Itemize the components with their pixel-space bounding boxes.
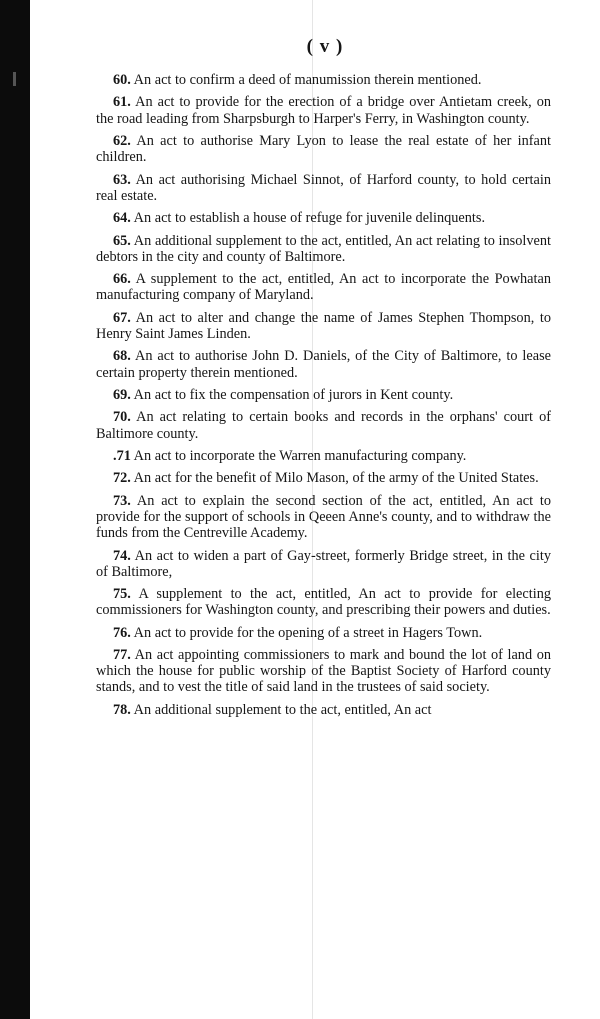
act-number: 73. bbox=[113, 492, 131, 509]
act-number: 77. bbox=[113, 647, 131, 664]
act-number: 78. bbox=[113, 701, 131, 718]
act-number: 66. bbox=[113, 271, 131, 288]
act-number: 72. bbox=[113, 470, 131, 487]
act-entry bbox=[96, 233, 551, 265]
act-title: An act relating to certain books and records in the orphans' court of Baltimore county. bbox=[96, 409, 551, 442]
act-entry bbox=[96, 647, 551, 696]
act-title: An additional supplement to the act, entitled, An act bbox=[133, 701, 432, 718]
act-number: 63. bbox=[113, 171, 131, 188]
act-entry bbox=[96, 493, 551, 542]
act-entry bbox=[96, 72, 551, 88]
act-number: 76. bbox=[113, 624, 131, 641]
act-number: .71 bbox=[113, 447, 131, 464]
act-number: 65. bbox=[113, 232, 131, 249]
act-title: An act appointing commissioners to mark and bound the lot of land on which the house for public worship of the Baptist Society of Harford county stands, and to vest the title of said land in the trustees of said society. bbox=[96, 647, 551, 696]
act-entry bbox=[96, 548, 551, 580]
book-spine bbox=[0, 0, 30, 1019]
act-title: An act to widen a part of Gay-street, formerly Bridge street, in the city of Baltimore, bbox=[96, 547, 551, 580]
act-title: An act to confirm a deed of manumission therein mentioned. bbox=[133, 72, 482, 88]
act-entry bbox=[96, 702, 551, 718]
act-title: An act to establish a house of refuge for juvenile delinquents. bbox=[133, 210, 486, 227]
act-title: An act to fix the compensation of jurors in Kent county. bbox=[133, 386, 454, 403]
act-number: 60. bbox=[113, 72, 131, 88]
acts-list bbox=[96, 72, 551, 724]
act-entry bbox=[96, 448, 551, 464]
act-number: 75. bbox=[113, 586, 131, 603]
act-number: 68. bbox=[113, 348, 131, 365]
act-entry bbox=[96, 271, 551, 303]
act-title: An act to incorporate the Warren manufacturing company. bbox=[133, 447, 467, 464]
act-title: An act to authorise Mary Lyon to lease the real estate of her infant children. bbox=[96, 132, 551, 166]
act-title: An act to explain the second section of the act, entitled, An act to provide for the support of schools in Qeeen Anne's county, and to withdraw the funds from the Centreville Academy. bbox=[96, 492, 551, 542]
act-entry bbox=[96, 310, 551, 342]
act-number: 74. bbox=[113, 547, 131, 564]
act-entry bbox=[96, 172, 551, 204]
act-entry bbox=[96, 348, 551, 380]
act-entry bbox=[96, 210, 551, 226]
act-entry bbox=[96, 387, 551, 403]
margin-mark bbox=[13, 72, 16, 86]
act-entry bbox=[96, 133, 551, 165]
act-title: An additional supplement to the act, entitled, An act relating to insolvent debtors in the city and county of Baltimore. bbox=[96, 232, 551, 265]
act-title: An act to authorise John D. Daniels, of the City of Baltimore, to lease certain property therein mentioned. bbox=[96, 348, 551, 381]
page-number: ( v ) bbox=[306, 36, 344, 57]
act-number: 61. bbox=[113, 94, 131, 111]
act-entry bbox=[96, 409, 551, 441]
act-title: An act for the benefit of Milo Mason, of the army of the United States. bbox=[133, 470, 539, 487]
act-entry bbox=[96, 625, 551, 641]
act-title: A supplement to the act, entitled, An act to provide for electing commissioners for Washington county, and prescribing their powers and duties. bbox=[96, 586, 551, 619]
act-entry bbox=[96, 470, 551, 486]
act-number: 70. bbox=[113, 409, 131, 426]
act-entry bbox=[96, 94, 551, 126]
act-title: An act to provide for the erection of a bridge over Antietam creek, on the road leading from Sharpsburgh to Harper's Ferry, in Washington county. bbox=[96, 94, 551, 127]
act-number: 67. bbox=[113, 309, 131, 326]
act-number: 62. bbox=[113, 132, 131, 149]
act-title: A supplement to the act, entitled, An act to incorporate the Powhatan manufacturing company of Maryland. bbox=[96, 271, 551, 304]
act-title: An act to alter and change the name of James Stephen Thompson, to Henry Saint James Linden. bbox=[96, 309, 551, 342]
act-entry bbox=[96, 586, 551, 618]
act-title: An act authorising Michael Sinnot, of Harford county, to hold certain real estate. bbox=[96, 171, 551, 204]
act-number: 64. bbox=[113, 210, 131, 227]
act-number: 69. bbox=[113, 386, 131, 403]
act-title: An act to provide for the opening of a street in Hagers Town. bbox=[133, 624, 483, 641]
